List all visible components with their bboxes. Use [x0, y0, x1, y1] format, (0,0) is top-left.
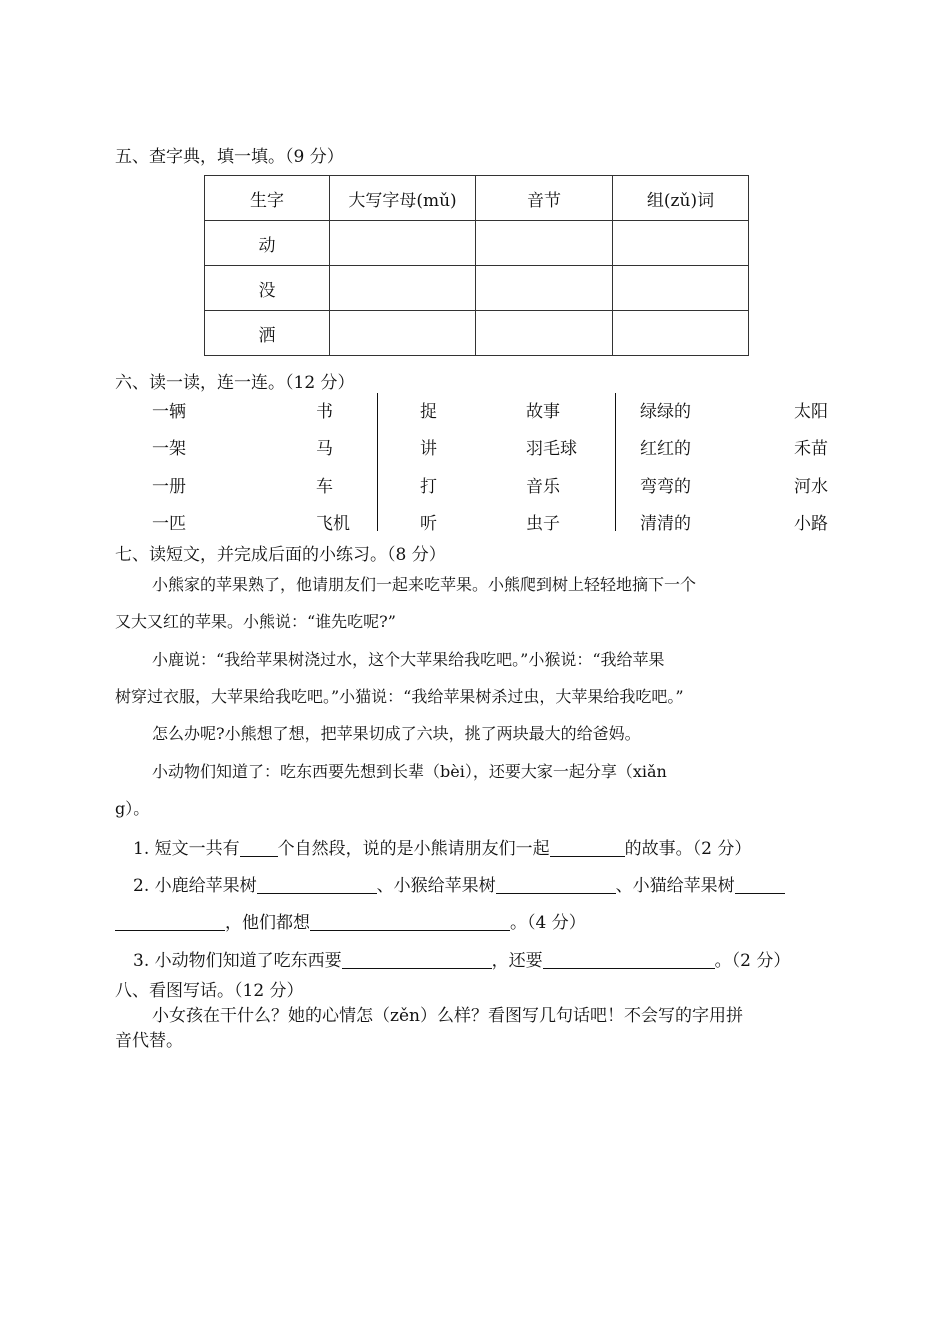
- question-text: 、小猫给苹果树: [615, 876, 735, 896]
- answer-cell[interactable]: [330, 221, 476, 266]
- match-item[interactable]: 绿绿的: [640, 402, 691, 422]
- header-cell: 大写字母(mǔ): [330, 176, 476, 221]
- header-cell: 生字: [205, 176, 330, 221]
- prompt-line: 音代替。: [115, 1031, 183, 1051]
- answer-blank[interactable]: [342, 950, 492, 969]
- answer-blank[interactable]: [496, 875, 616, 894]
- answer-blank[interactable]: [257, 875, 377, 894]
- question-3: [133, 946, 790, 971]
- passage-line: 怎么办呢?小熊想了想，把苹果切成了六块，挑了两块最大的给爸妈。: [152, 724, 641, 743]
- column-divider: [377, 393, 378, 531]
- question-text: 的故事。（2 分）: [624, 839, 752, 859]
- match-item[interactable]: 打: [420, 477, 437, 497]
- match-item[interactable]: 车: [316, 477, 333, 497]
- question-text: 个自然段，说的是小熊请朋友们一起: [277, 839, 550, 859]
- match-item[interactable]: 马: [316, 439, 333, 459]
- question-text: 1. 短文一共有: [133, 839, 240, 859]
- answer-cell[interactable]: [613, 221, 749, 266]
- table-row: [205, 311, 749, 356]
- match-item[interactable]: 河水: [794, 477, 828, 497]
- match-item[interactable]: 红红的: [640, 439, 691, 459]
- passage-line: 树穿过衣服，大苹果给我吃吧。”小猫说：“我给苹果树杀过虫，大苹果给我吃吧。”: [115, 687, 684, 706]
- match-item[interactable]: 故事: [526, 402, 560, 422]
- match-item[interactable]: 禾苗: [794, 439, 828, 459]
- answer-cell[interactable]: [476, 266, 613, 311]
- passage-line: g）。: [115, 799, 150, 818]
- answer-cell[interactable]: [330, 311, 476, 356]
- answer-blank[interactable]: [550, 838, 625, 857]
- char-cell: 洒: [205, 311, 330, 356]
- question-text: 。（2 分）: [714, 951, 791, 971]
- match-item[interactable]: 一册: [152, 477, 186, 497]
- question-2: [133, 871, 785, 896]
- question-text: ，还要: [491, 951, 543, 971]
- section5-title: 五、查字典，填一填。（9 分）: [115, 147, 344, 167]
- match-item[interactable]: 音乐: [526, 477, 560, 497]
- answer-cell[interactable]: [330, 266, 476, 311]
- match-item[interactable]: 书: [316, 402, 333, 422]
- match-item[interactable]: 听: [420, 514, 437, 534]
- match-item[interactable]: 一架: [152, 439, 186, 459]
- answer-blank[interactable]: [115, 912, 225, 931]
- question-text: 2. 小鹿给苹果树: [133, 876, 257, 896]
- section8-title: 八、看图写话。（12 分）: [115, 981, 304, 1001]
- table-header-row: [205, 176, 749, 221]
- table-row: [205, 221, 749, 266]
- match-item[interactable]: 讲: [420, 439, 437, 459]
- section7-title: 七、读短文，并完成后面的小练习。（8 分）: [115, 545, 446, 565]
- question-text: 3. 小动物们知道了吃东西要: [133, 951, 342, 971]
- answer-cell[interactable]: [476, 311, 613, 356]
- match-item[interactable]: 飞机: [316, 514, 350, 534]
- match-item[interactable]: 一匹: [152, 514, 186, 534]
- match-item[interactable]: 清清的: [640, 514, 691, 534]
- match-item[interactable]: 捉: [420, 402, 437, 422]
- question-text: 。（4 分）: [510, 913, 586, 933]
- answer-blank[interactable]: [543, 950, 715, 969]
- answer-cell[interactable]: [613, 311, 749, 356]
- question-1: [133, 834, 751, 859]
- passage-line: 小熊家的苹果熟了，他请朋友们一起来吃苹果。小熊爬到树上轻轻地摘下一个: [152, 575, 697, 594]
- char-cell: 动: [205, 221, 330, 266]
- prompt-line: 小女孩在干什么？她的心情怎（zěn）么样？看图写几句话吧！不会写的字用拼: [152, 1006, 743, 1026]
- question-text: ，他们都想: [225, 913, 310, 933]
- passage-line: 小动物们知道了：吃东西要先想到长辈（bèi），还要大家一起分享（xiǎn: [152, 762, 667, 781]
- match-item[interactable]: 小路: [794, 514, 828, 534]
- section6-title: 六、读一读，连一连。（12 分）: [115, 373, 355, 393]
- answer-blank[interactable]: [240, 838, 278, 857]
- header-cell: 音节: [476, 176, 613, 221]
- passage-line: 又大又红的苹果。小熊说：“谁先吃呢?”: [115, 612, 396, 631]
- char-cell: 没: [205, 266, 330, 311]
- question-text: 、小猴给苹果树: [376, 876, 496, 896]
- header-cell: 组(zǔ)词: [613, 176, 749, 221]
- match-item[interactable]: 太阳: [794, 402, 828, 422]
- dictionary-table: [204, 175, 749, 356]
- match-item[interactable]: 虫子: [526, 514, 560, 534]
- answer-blank[interactable]: [310, 912, 510, 931]
- answer-cell[interactable]: [613, 266, 749, 311]
- answer-cell[interactable]: [476, 221, 613, 266]
- match-item[interactable]: 弯弯的: [640, 477, 691, 497]
- answer-blank[interactable]: [735, 875, 785, 894]
- column-divider: [615, 393, 616, 531]
- question-2-cont: [115, 908, 586, 933]
- match-item[interactable]: 一辆: [152, 402, 186, 422]
- passage-line: 小鹿说：“我给苹果树浇过水，这个大苹果给我吃吧。”小猴说：“我给苹果: [152, 650, 665, 669]
- table-row: [205, 266, 749, 311]
- match-item[interactable]: 羽毛球: [526, 439, 577, 459]
